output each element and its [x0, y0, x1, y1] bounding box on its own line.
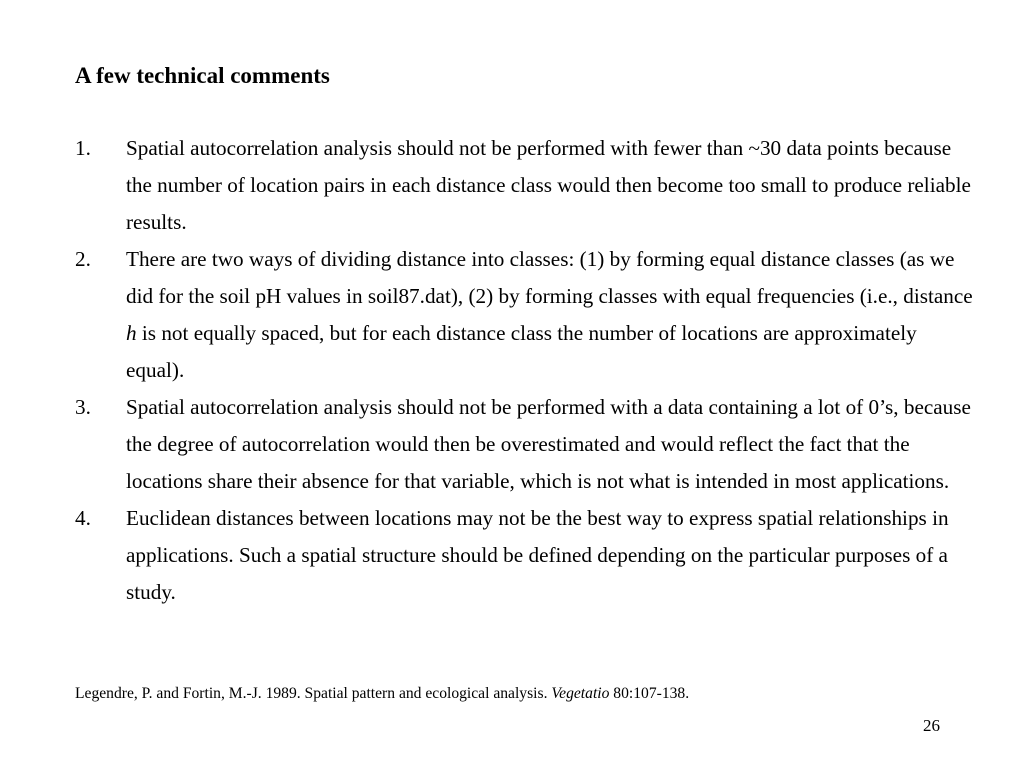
reference-journal: Vegetatio	[551, 685, 610, 702]
slide-title: A few technical comments	[75, 63, 330, 88]
item-text	[126, 241, 975, 389]
item-text-italic: h	[126, 321, 137, 345]
list-item	[75, 500, 975, 611]
item-number: 1.	[75, 136, 91, 160]
reference-citation	[75, 683, 689, 705]
item-number: 2.	[75, 247, 91, 271]
item-number: 4.	[75, 506, 91, 530]
reference-authors: Legendre, P. and Fortin, M.-J. 1989. Spatial pattern and ecological analysis.	[75, 685, 552, 702]
list-item	[75, 389, 975, 500]
item-text-part: is not equally spaced, but for each distance class the number of locations are approximately equal).	[126, 321, 917, 382]
item-text: Euclidean distances between locations may not be the best way to express spatial relationships in applications. Such a spatial structure should be defined depending on the particular purposes of a study.	[126, 506, 949, 604]
item-text-part: There are two ways of dividing distance into classes: (1) by forming equal distance classes (as we did for the soil pH values in soil87.dat), (2) by forming classes with equal frequencies (i.e., distance	[126, 247, 973, 308]
comments-list	[75, 130, 975, 611]
page-number: 26	[923, 716, 940, 735]
item-text: Spatial autocorrelation analysis should not be performed with fewer than ~30 data points because the number of location pairs in each distance class would then become too small to produce reliable results.	[126, 136, 971, 234]
item-text: Spatial autocorrelation analysis should not be performed with a data containing a lot of 0’s, because the degree of autocorrelation would then be overestimated and would reflect the fact that the locations share their absence for that variable, which is not what is intended in most applications.	[126, 395, 971, 493]
reference-volume-pages: 80:107-138.	[609, 685, 690, 702]
list-item	[75, 130, 975, 241]
item-number: 3.	[75, 395, 91, 419]
list-item	[75, 241, 975, 389]
